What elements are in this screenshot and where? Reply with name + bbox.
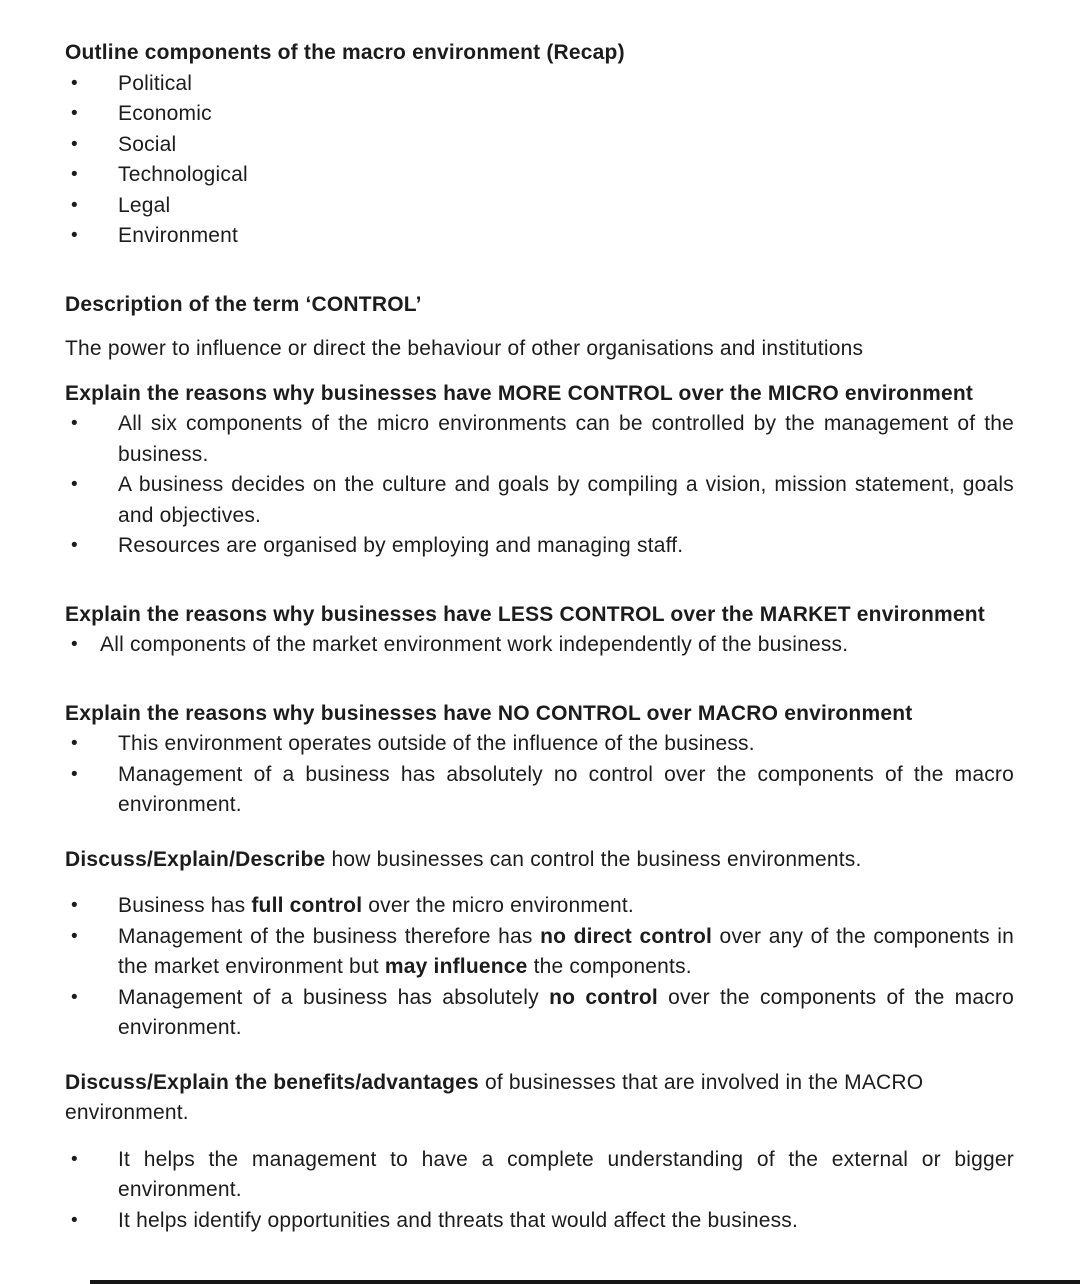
blank-line [65, 252, 1014, 276]
bullet-text [118, 160, 1014, 191]
text-run: Resources are organised by employing and managing staff. [118, 534, 684, 557]
section-heading [65, 290, 1014, 321]
text-run: All six components of the micro environments can be controlled by the management of the business. [118, 412, 1014, 466]
bullet-marker-icon: • [71, 535, 78, 556]
bullet-item [65, 160, 1014, 191]
bullet-marker-icon: • [71, 72, 78, 94]
bullet-text [118, 99, 1014, 130]
text-run: Business has [118, 894, 252, 917]
text-run: The power to influence or direct the behaviour of other organisations and institutions [65, 337, 864, 360]
bold-text-run: Description of the term ‘CONTROL’ [65, 292, 422, 316]
paragraph [65, 334, 1014, 365]
bullet-list [65, 729, 1014, 821]
bullet-marker-icon: • [71, 225, 78, 246]
bullet-list [65, 1145, 1014, 1237]
text-run: Management of the business therefore has [118, 924, 541, 948]
bold-text-run: Discuss/Explain/Describe [65, 847, 326, 871]
text-run: Environment [118, 224, 239, 247]
text-run: Legal [118, 193, 171, 217]
bullet-text [118, 191, 1014, 222]
bullet-item [65, 470, 1014, 531]
bullet-list [65, 69, 1014, 252]
document-body [65, 38, 1014, 1236]
bold-text-run: Explain the reasons why businesses have MORE CONTROL over the MICRO environment [65, 381, 974, 405]
text-run: of businesses that are involved in the MACRO environment. [65, 1070, 924, 1124]
bullet-marker-icon: • [71, 1148, 78, 1170]
bullet-item [65, 69, 1014, 100]
bullet-item [65, 130, 1014, 161]
text-run: Political [118, 71, 193, 95]
bullet-text [118, 729, 1014, 760]
bullet-item [65, 983, 1014, 1044]
bullet-marker-icon: • [71, 103, 78, 124]
bullet-text [118, 983, 1014, 1044]
text-run: Management of a business has absolutely no control over the components of the macro environment. [118, 762, 1014, 816]
bullet-marker-icon: • [71, 634, 78, 655]
bullet-text [118, 221, 1014, 252]
bullet-marker-icon: • [71, 895, 78, 916]
bullet-item [65, 729, 1014, 760]
bullet-item [65, 1206, 1014, 1237]
bullet-text [118, 1145, 1014, 1206]
bullet-item [65, 221, 1014, 252]
bold-text-run: full control [251, 894, 363, 917]
bullet-list [65, 891, 1014, 1044]
bullet-text [118, 760, 1014, 821]
bullet-item [65, 1145, 1014, 1206]
bullet-text [118, 1206, 1014, 1237]
bullet-item [65, 630, 1014, 661]
bullet-text [100, 630, 1014, 661]
bullet-text [118, 130, 1014, 161]
bullet-item [65, 191, 1014, 222]
text-run: Technological [118, 163, 248, 186]
bold-text-run: no control [549, 985, 658, 1009]
bullet-marker-icon: • [71, 925, 78, 947]
bold-text-run: Outline components of the macro environment (Recap) [65, 41, 625, 64]
bullet-item [65, 531, 1014, 562]
text-run: Management of a business has absolutely [118, 985, 550, 1009]
bullet-item [65, 922, 1014, 983]
bullet-item [65, 891, 1014, 922]
text-run: It helps the management to have a complete understanding of the external or bigger environment. [118, 1147, 1014, 1201]
text-run: Economic [118, 102, 212, 125]
bullet-text [118, 922, 1014, 983]
bullet-marker-icon: • [71, 1209, 78, 1231]
paragraph [65, 1068, 1014, 1129]
bullet-marker-icon: • [71, 474, 78, 495]
text-run: This environment operates outside of the influence of the business. [118, 732, 755, 755]
section-heading [65, 38, 1014, 69]
text-run: All components of the market environment work independently of the business. [100, 633, 849, 656]
bullet-marker-icon: • [71, 133, 78, 155]
bullet-list [65, 630, 1014, 661]
page-bottom-rule [90, 1280, 1080, 1284]
bold-text-run: no direct control [540, 924, 713, 948]
bullet-item [65, 99, 1014, 130]
bullet-list [65, 409, 1014, 562]
section-heading [65, 699, 1014, 730]
bullet-marker-icon: • [71, 763, 78, 785]
text-run: It helps identify opportunities and threats that would affect the business. [118, 1208, 799, 1232]
text-run: over the micro environment. [362, 894, 634, 917]
bullet-item [65, 409, 1014, 470]
bullet-marker-icon: • [71, 413, 78, 434]
bullet-marker-icon: • [71, 986, 78, 1008]
text-run: the components. [527, 955, 692, 978]
text-run: Social [118, 132, 177, 156]
paragraph [65, 845, 1014, 876]
bullet-text [118, 69, 1014, 100]
bullet-item [65, 760, 1014, 821]
bullet-text [118, 891, 1014, 922]
bullet-marker-icon: • [71, 733, 78, 754]
bullet-marker-icon: • [71, 194, 78, 216]
text-run: over any of the components in the market environment but [118, 924, 1015, 978]
text-run: how businesses can control the business environments. [325, 847, 862, 871]
text-run: A business decides on the culture and goals by compiling a vision, mission statement, goals and objectives. [118, 473, 1014, 527]
text-run: over the components of the macro environment. [118, 985, 1015, 1039]
section-heading [65, 379, 1014, 410]
blank-line [65, 661, 1014, 685]
bold-text-run: Discuss/Explain the benefits/advantages [65, 1070, 479, 1094]
section-heading [65, 600, 1014, 631]
bold-text-run: may influence [384, 955, 528, 978]
bullet-text [118, 470, 1014, 531]
bold-text-run: Explain the reasons why businesses have NO CONTROL over MACRO environment [65, 701, 913, 725]
bullet-text [118, 409, 1014, 470]
bullet-text [118, 531, 1014, 562]
bold-text-run: Explain the reasons why businesses have LESS CONTROL over the MARKET environment [65, 602, 986, 626]
bullet-marker-icon: • [71, 164, 78, 185]
blank-line [65, 562, 1014, 586]
